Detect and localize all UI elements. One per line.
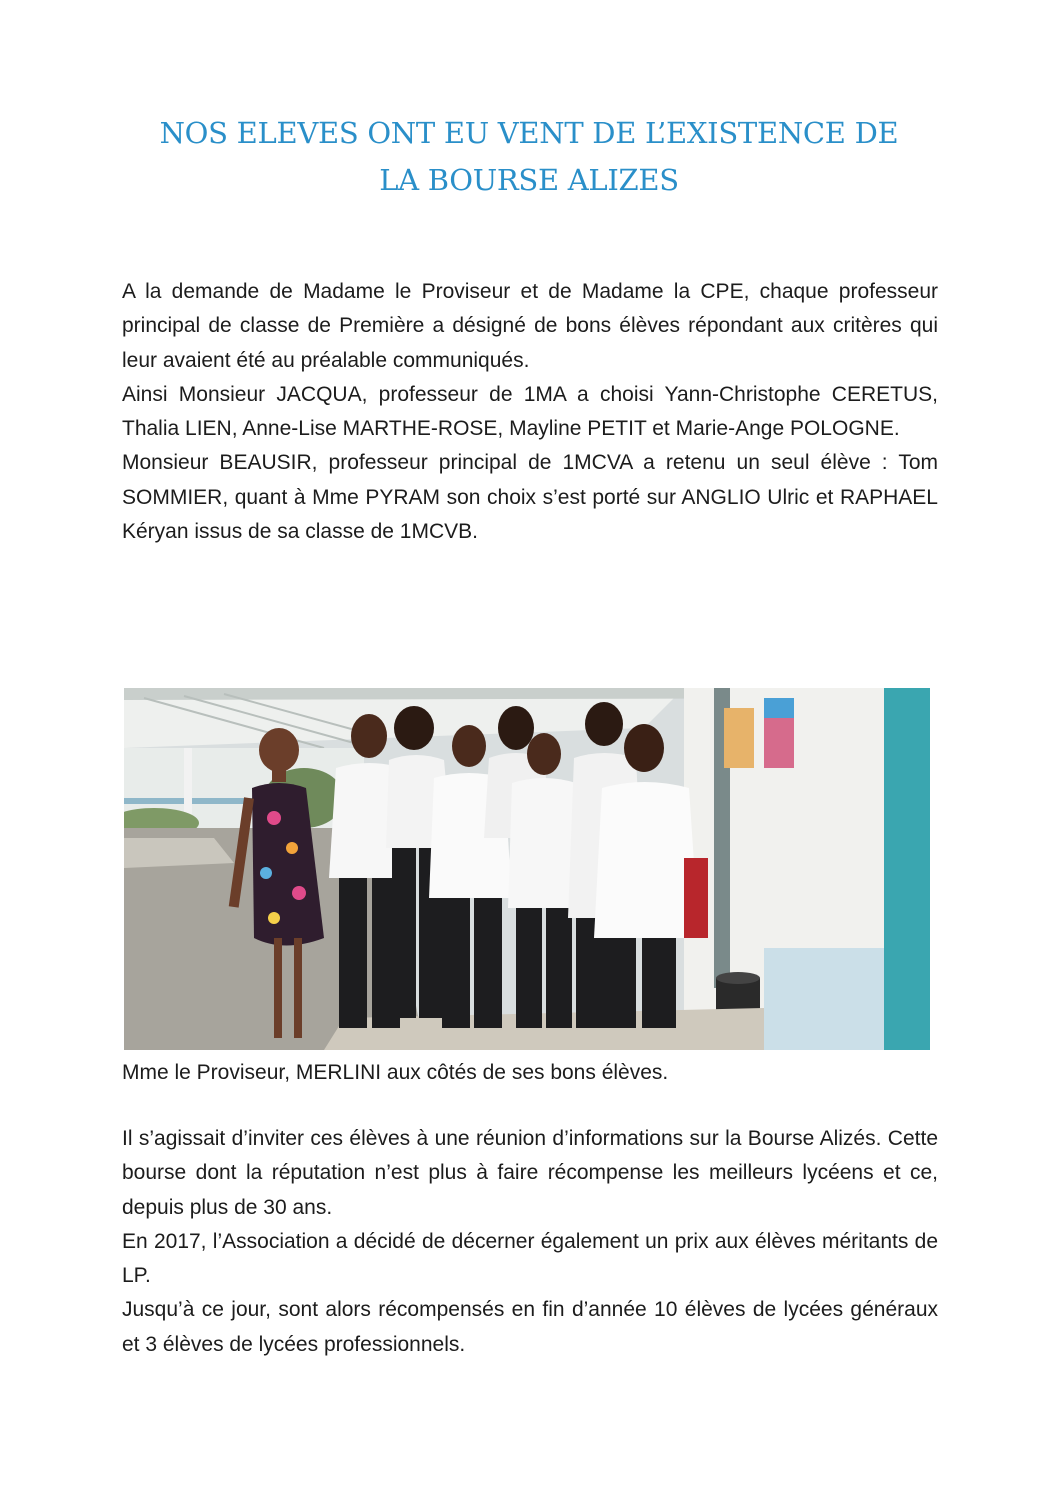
group-photo [124,688,930,1050]
closing-paragraph-2: En 2017, l’Association a décidé de décerner également un prix aux élèves méritants de LP. [122,1229,938,1288]
intro-text [122,275,938,549]
page-title-line-1: NOS ELEVES ONT EU VENT DE L’EXISTENCE DE [159,116,899,150]
intro-paragraph-1: A la demande de Madame le Proviseur et de Madame la CPE, chaque professeur principal de classe de Première a désigné de bons élèves répondant aux critères qui leur avaient été au préalable communiqués. [122,280,938,372]
closing-text [122,1122,938,1362]
closing-paragraph-1: Il s’agissait d’inviter ces élèves à une réunion d’informations sur la Bourse Alizés. Cette bourse dont la réputation n’est plus à faire récompense les meilleurs lycéens et ce, depuis plus de 30 ans. [122,1127,938,1219]
closing-paragraph-3: Jusqu’à ce jour, sont alors récompensés en fin d’année 10 élèves de lycées généraux et 3 élèves de lycées professionnels. [122,1298,938,1356]
intro-paragraph-3: Monsieur BEAUSIR, professeur principal de 1MCVA a retenu un seul élève : Tom SOMMIER, quant à Mme PYRAM son choix s’est porté sur ANGLIO Ulric et RAPHAEL Kéryan issus de sa classe de 1MCVB. [122,451,938,544]
page-title [100,110,958,204]
intro-paragraph-2: Ainsi Monsieur JACQUA, professeur de 1MA a choisi Yann-Christophe CERETUS, Thalia LIEN, Anne-Lise MARTHE-ROSE, Mayline PETIT et Marie-Ange POLOGNE. [122,382,938,441]
photo-caption: Mme le Proviseur, MERLINI aux côtés de ses bons élèves. [122,1061,669,1084]
page-title-line-2: LA BOURSE ALIZES [379,163,679,197]
